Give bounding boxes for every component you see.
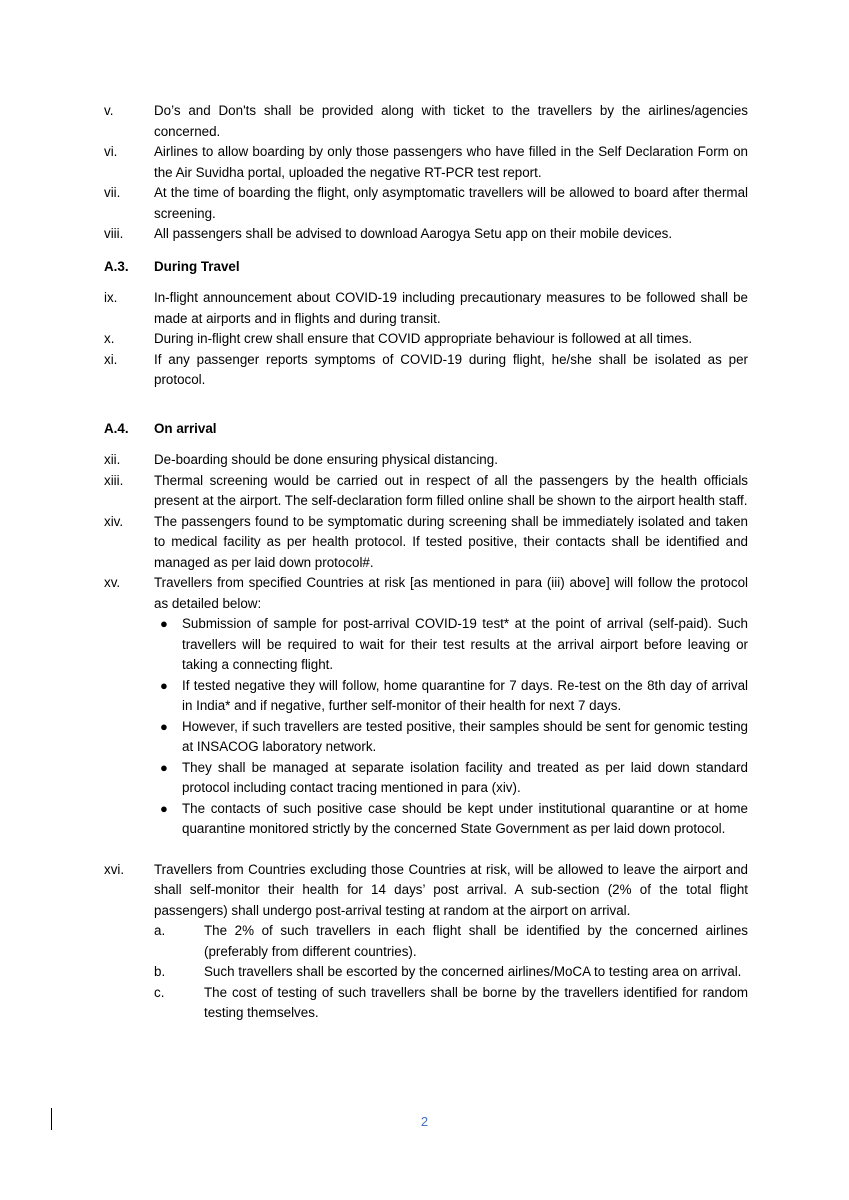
section-heading-a3	[104, 257, 748, 278]
bullet-item	[154, 676, 748, 717]
sub-item-text: Such travellers shall be escorted by the concerned airlines/MoCA to testing area on arrival.	[204, 964, 742, 979]
item-number: xiv.	[104, 513, 124, 529]
item-number: vi.	[104, 144, 118, 159]
bullet-dot-icon: ●	[160, 800, 168, 816]
list-item-xi	[104, 350, 748, 391]
bullet-item	[154, 758, 748, 799]
item-intro: Travellers from specified Countries at risk [as mentioned in para (iii) above] will follow the protocol as detailed below:	[154, 575, 748, 611]
item-number: xv.	[104, 575, 121, 590]
item-number: xvi.	[104, 861, 125, 877]
bullet-dot-icon: ●	[160, 718, 168, 734]
list-item-vi	[104, 142, 748, 183]
item-number: viii.	[104, 226, 124, 241]
item-text: During in-flight crew shall ensure that COVID appropriate behaviour is followed at all times.	[154, 331, 693, 346]
bullet-item	[154, 614, 748, 676]
list-item-x	[104, 329, 748, 350]
bullet-dot-icon: ●	[160, 616, 168, 631]
bullet-dot-icon: ●	[160, 759, 168, 775]
bullet-list	[154, 614, 748, 840]
sub-item-b	[154, 962, 748, 983]
bullet-text: However, if such travellers are tested positive, their samples should be sent for genomic testing at INSACOG laboratory network.	[182, 718, 748, 754]
bullet-text: Submission of sample for post-arrival COVID-19 test* at the point of arrival (self-paid). Such travellers will be required to wait for their test results at the arrival airport before leaving or taking a connecting flight.	[182, 616, 748, 672]
sub-item-number: c.	[154, 984, 165, 1000]
bullet-item	[154, 799, 748, 840]
page-content	[104, 101, 748, 1024]
item-text: In-flight announcement about COVID-19 including precautionary measures to be followed shall be made at airports and in flights and during transit.	[154, 290, 748, 326]
sub-item-c	[154, 983, 748, 1024]
sub-item-number: a.	[154, 923, 166, 938]
sub-item-number: b.	[154, 964, 166, 979]
bullet-item	[154, 717, 748, 758]
item-number: v.	[104, 103, 114, 118]
item-number: x.	[104, 331, 115, 346]
list-item-xii	[104, 450, 748, 471]
item-text: All passengers shall be advised to download Aarogya Setu app on their mobile devices.	[154, 226, 673, 241]
item-text: The passengers found to be symptomatic during screening shall be immediately isolated and taken to medical facility as per health protocol. If tested positive, their contacts shall be identified and managed as per laid down protocol#.	[154, 513, 748, 570]
spacer	[104, 840, 748, 860]
sub-item-text: The cost of testing of such travellers shall be borne by the travellers identified for random testing themselves.	[204, 984, 748, 1020]
list-item-ix	[104, 288, 748, 329]
item-text	[154, 860, 748, 1024]
section-title: During Travel	[154, 258, 240, 274]
item-text	[154, 573, 748, 840]
bullet-text: They shall be managed at separate isolation facility and treated as per laid down standard protocol including contact tracing mentioned in para (xiv).	[182, 759, 748, 795]
bullet-text: The contacts of such positive case should be kept under institutional quarantine or at home quarantine monitored strictly by the concerned State Government as per laid down protocol.	[182, 800, 748, 836]
item-text: Airlines to allow boarding by only those passengers who have filled in the Self Declaration Form on the Air Suvidha portal, uploaded the negative RT-PCR test report.	[154, 144, 748, 180]
list-item-xvi	[104, 860, 748, 1024]
item-text: If any passenger reports symptoms of COVID-19 during flight, he/she shall be isolated as per protocol.	[154, 351, 748, 387]
list-item-vii	[104, 183, 748, 224]
item-intro: Travellers from Countries excluding those Countries at risk, will be allowed to leave the airport and shall self-monitor their health for 14 days’ post arrival. A sub-section (2% of the total flight passengers) shall undergo post-arrival testing at random at the airport on arrival.	[154, 861, 748, 918]
list-item-xv	[104, 573, 748, 840]
section-number: A.4.	[104, 420, 129, 436]
sub-item-a	[154, 921, 748, 962]
list-item-v	[104, 101, 748, 142]
item-text: Do’s and Don'ts shall be provided along with ticket to the travellers by the airlines/agencies concerned.	[154, 103, 748, 139]
bullet-dot-icon: ●	[160, 677, 168, 693]
item-text: Thermal screening would be carried out in respect of all the passengers by the health officials present at the airport. The self-declaration form filled online shall be shown to the airport health staff.	[154, 472, 748, 508]
item-number: vii.	[104, 185, 121, 200]
section-number: A.3.	[104, 258, 129, 274]
item-number: xiii.	[104, 472, 124, 488]
item-text: At the time of boarding the flight, only asymptomatic travellers will be allowed to board after thermal screening.	[154, 185, 748, 221]
list-item-xiii	[104, 471, 748, 512]
section-heading-a4	[104, 419, 748, 440]
section-title: On arrival	[154, 420, 217, 436]
item-text: De-boarding should be done ensuring physical distancing.	[154, 452, 498, 467]
list-item-viii	[104, 224, 748, 245]
bullet-text: If tested negative they will follow, home quarantine for 7 days. Re-test on the 8th day of arrival in India* and if negative, further self-monitor of their health for next 7 days.	[182, 677, 748, 713]
item-number: ix.	[104, 290, 118, 305]
sub-item-text: The 2% of such travellers in each flight shall be identified by the concerned airlines (preferably from different countries).	[204, 923, 748, 959]
item-number: xi.	[104, 351, 118, 367]
page-number: 2	[420, 1114, 429, 1129]
item-number: xii.	[104, 452, 121, 467]
list-item-xiv	[104, 512, 748, 574]
